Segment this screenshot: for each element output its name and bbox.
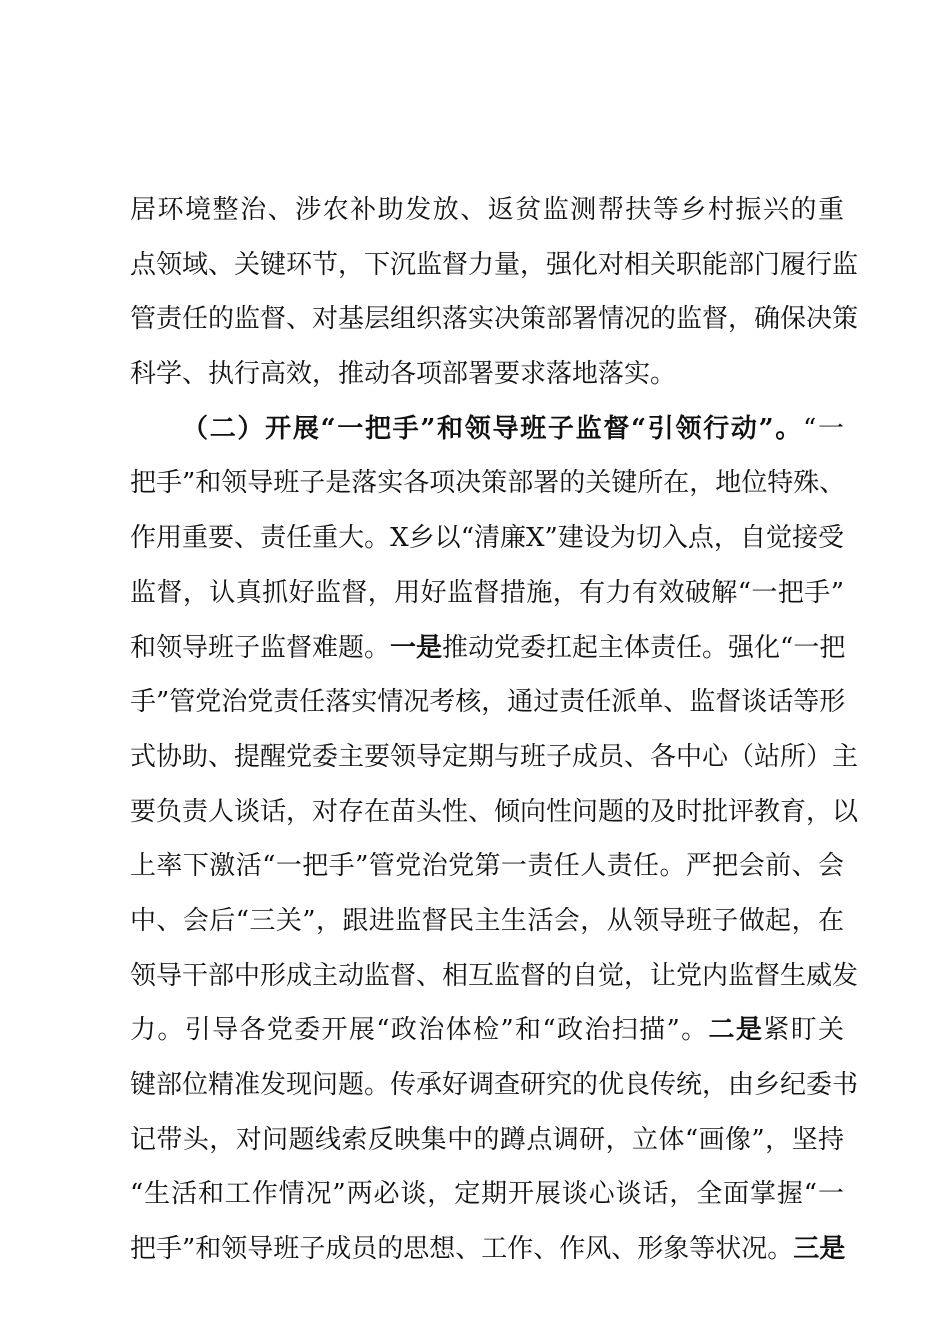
text-line: 式协助、提醒党委主要领导定期与班子成员、各中心（站所）主 bbox=[130, 741, 859, 772]
text-line: 点领域、关键环节，下沉监督力量，强化对相关职能部门履行监 bbox=[130, 249, 859, 280]
text-line: 记带头，对问题线索反映集中的蹲点调研，立体“画像”，坚持 bbox=[130, 1124, 844, 1155]
text-line: 领导干部中形成主动监督、相互监督的自觉，让党内监督生威发 bbox=[130, 960, 859, 991]
text-fragment: 推动党委扛起主体责任。强化“一把 bbox=[442, 632, 846, 663]
text-line: 科学、执行高效，推动各项部署要求落地落实。 bbox=[130, 359, 677, 390]
text-line bbox=[130, 1003, 844, 1058]
text-line: 中、会后“三关”，跟进监督民主生活会，从领导班子做起，在 bbox=[130, 905, 844, 936]
text-line: 要负责人谈话，对存在苗头性、倾向性问题的及时批评教育，以 bbox=[130, 796, 859, 827]
document-body bbox=[130, 183, 859, 1277]
text-line: 居环境整治、涉农补助发放、返贫监测帮扶等乡村振兴的重 bbox=[130, 195, 844, 225]
text-line: 监督，认真抓好监督，用好监督措施，有力有效破解“一把手” bbox=[130, 577, 844, 608]
text-line bbox=[130, 621, 844, 676]
text-line: 作用重要、责任重大。X乡以“清廉X”建设为切入点，自觉接受 bbox=[130, 523, 844, 554]
section-heading: （二）开展“一把手”和领导班子监督“引领行动”。 bbox=[182, 413, 803, 444]
point-marker-third: 三是 bbox=[793, 1234, 846, 1265]
text-fragment: “一 bbox=[802, 413, 844, 444]
point-marker-second: 二是 bbox=[708, 1015, 764, 1046]
text-line: 把手”和领导班子是落实各项决策部署的关键所在，地位特殊、 bbox=[130, 468, 846, 499]
section-heading-line bbox=[130, 402, 844, 457]
text-line: 键部位精准发现问题。传承好调查研究的优良传统，由乡纪委书 bbox=[130, 1070, 859, 1100]
text-fragment: 紧盯关 bbox=[763, 1015, 844, 1046]
text-line: 手”管党治党责任落实情况考核，通过责任派单、监督谈话等形 bbox=[130, 687, 846, 718]
point-marker-first: 一是 bbox=[390, 632, 443, 663]
text-line: 上率下激活“一把手”管党治党第一责任人责任。严把会前、会 bbox=[130, 851, 844, 882]
text-fragment: 把手”和领导班子成员的思想、工作、作风、形象等状况。 bbox=[130, 1234, 794, 1265]
text-fragment: 和领导班子监督难题。 bbox=[130, 632, 391, 663]
text-line bbox=[130, 1222, 844, 1277]
text-fragment: 力。引导各党委开展“政治体检”和“政治扫描”。 bbox=[130, 1015, 709, 1046]
text-line: “生活和工作情况”两必谈，定期开展谈心谈话，全面掌握“一 bbox=[130, 1179, 844, 1210]
text-line: 管责任的监督、对基层组织落实决策部署情况的监督，确保决策 bbox=[130, 304, 859, 335]
